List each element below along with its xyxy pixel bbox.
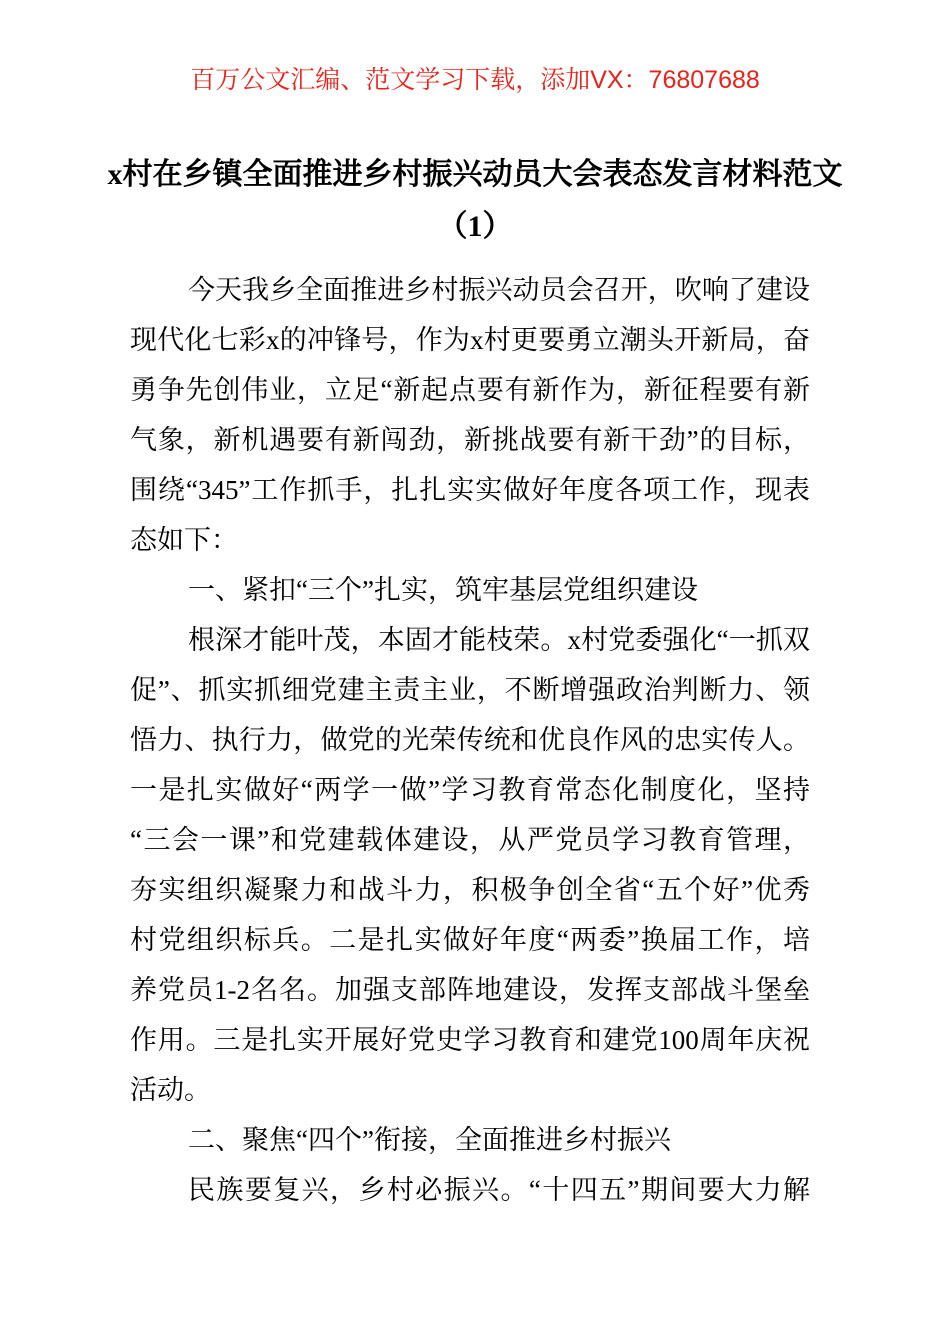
body-line: 养党员1-2名名。加强支部阵地建设，发挥支部战斗堡垒 xyxy=(130,975,810,1005)
title-line-1: x村在乡镇全面推进乡村振兴动员大会表态发言材料范文 xyxy=(107,158,843,191)
document-title xyxy=(80,149,870,253)
body-paragraph xyxy=(130,1165,810,1215)
body-line: 民族要复兴，乡村必振兴。“十四五”期间要大力解 xyxy=(188,1175,810,1205)
title-line-2: （1） xyxy=(437,210,513,243)
body-paragraph xyxy=(130,615,810,1115)
body-line: 气象，新机遇要有新闯劲，新挑战要有新干劲”的目标， xyxy=(130,425,810,455)
body-line: 一是扎实做好“两学一做”学习教育常态化制度化，坚持 xyxy=(130,775,810,805)
body-line: 现代化七彩x的冲锋号，作为x村更要勇立潮头开新局，奋 xyxy=(130,325,810,355)
heading-line: 二、聚焦“四个”衔接，全面推进乡村振兴 xyxy=(188,1125,671,1155)
body-line: 根深才能叶茂，本固才能枝荣。x村党委强化“一抓双 xyxy=(188,625,810,655)
section-heading xyxy=(130,565,810,615)
body-line: 悟力、执行力，做党的光荣传统和优良作风的忠实传人。 xyxy=(130,725,810,755)
document-body xyxy=(130,265,810,1215)
body-line: “三会一课”和党建载体建设，从严党员学习教育管理， xyxy=(130,825,810,855)
body-line: 村党组织标兵。二是扎实做好年度“两委”换届工作，培 xyxy=(130,925,810,955)
body-line: 勇争先创伟业，立足“新起点要有新作为，新征程要有新 xyxy=(130,375,810,405)
body-line: 作用。三是扎实开展好党史学习教育和建党100周年庆祝 xyxy=(130,1025,810,1055)
body-line: 围绕“345”工作抓手，扎扎实实做好年度各项工作，现表 xyxy=(130,475,810,505)
body-paragraph xyxy=(130,265,810,565)
body-line: 今天我乡全面推进乡村振兴动员会召开，吹响了建设 xyxy=(188,275,810,305)
heading-line: 一、紧扣“三个”扎实，筑牢基层党组织建设 xyxy=(188,575,698,605)
body-line: 态如下： xyxy=(130,525,238,555)
body-line: 活动。 xyxy=(130,1075,211,1105)
body-line: 夯实组织凝聚力和战斗力，积极争创全省“五个好”优秀 xyxy=(130,875,810,905)
promo-banner: 百万公文汇编、范文学习下载，添加VX：76807688 xyxy=(190,66,760,94)
section-heading xyxy=(130,1115,810,1165)
body-line: 促”、抓实抓细党建主责主业，不断增强政治判断力、领 xyxy=(130,675,810,705)
